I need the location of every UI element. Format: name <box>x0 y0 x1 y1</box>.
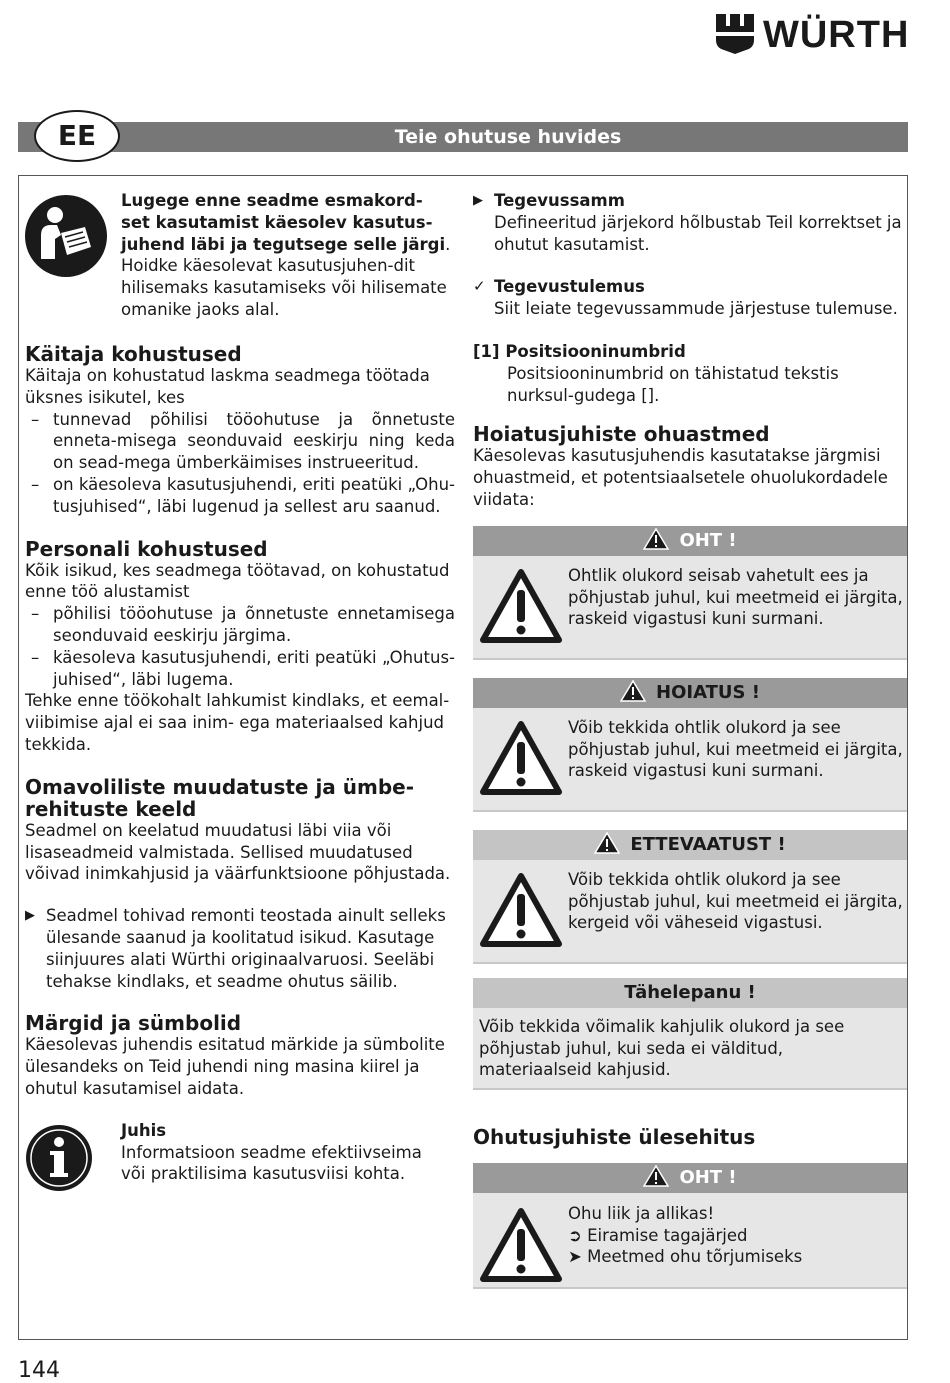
warning-triangle-icon <box>620 680 646 702</box>
triangle-bullet-icon: ▶ <box>473 193 483 208</box>
list-item: – käesoleva kasutusjuhendi, eriti peatüki „Ohutus-juhised“, läbi lugema. <box>31 647 455 689</box>
read-manual-icon <box>25 195 107 277</box>
left-column <box>25 190 455 1210</box>
caution-box <box>473 830 907 964</box>
symbols-heading: Märgid ja sümbolid <box>25 1011 242 1036</box>
list-item: – on käesoleva kasutusjuhendi, eriti peatüki „Ohu-tusjuhised“, läbi lugenud ja sellest aru saanud. <box>31 474 455 516</box>
right-column <box>473 190 907 1289</box>
warning-triangle-icon <box>594 832 620 854</box>
warning-triangle-icon <box>479 1207 563 1283</box>
step-legend: ▶ Tegevussamm Defineeritud järjekord hõlbustab Teil korrektset ja ohutut kasutamist. <box>473 191 902 254</box>
danger-box <box>473 526 907 660</box>
warning-box <box>473 678 907 812</box>
triangle-bullet-icon: ▶ <box>25 908 35 924</box>
structure-line-2: ➲ Eiramise tagajärjed <box>568 1225 748 1245</box>
modifications-text: Seadmel on keelatud muudatusi läbi viia või lisaseadmeid valmistada. Sellised muudatused võivad inimkahjusid ja väärfunktsioone põhjustada. <box>25 820 451 884</box>
notice-header: Tähelepanu ! <box>473 978 907 1008</box>
brand-name: WÜRTH <box>763 14 910 56</box>
language-badge: EE <box>34 110 120 162</box>
operator-heading: Käitaja kohustused <box>25 342 242 366</box>
structure-heading: Ohutusjuhiste ülesehitus <box>473 1124 756 1149</box>
arrowhead-icon: ➤ <box>568 1247 588 1267</box>
list-item: – põhilisi tööohutuse ja õnnetuste ennetamisega seonduvaid eeskirju järgima. <box>31 604 455 645</box>
levels-heading: Hoiatusjuhiste ohuastmed <box>473 422 770 447</box>
personnel-list <box>25 603 455 690</box>
structure-line-3: ➤ Meetmed ohu tõrjumiseks <box>568 1247 803 1267</box>
page-number: 144 <box>18 1358 60 1383</box>
modifications-note: ▶ Seadmel tohivad remonti teostada ainult selleks ülesande saanud ja koolitatud isikud. Kasutage siinjuures alati Würthi originaalvaruosi. Seeläbi tehakse kindlaks, et seadme ohutus säilib. <box>25 906 446 991</box>
hint-title: Juhis <box>121 1120 167 1140</box>
hint-block <box>25 1120 455 1210</box>
notice-text: Võib tekkida võimalik kahjulik olukord ja see põhjustab juhul, kui seda ei välditud, materiaalseid kahjusid. <box>479 1016 845 1080</box>
warning-header: HOIATUS ! <box>473 678 907 708</box>
danger-text: Ohtlik olukord seisab vahetult ees ja põhjustab juhul, kui meetmeid ei järgita, raskeid vigastusi kuni surmani. <box>568 565 903 629</box>
warning-triangle-icon <box>479 720 563 796</box>
levels-text: Käesolevas kasutusjuhendis kasutatakse järgmisi ohuastmeid, et potentsiaalsetele ohuolukordadele viidata: <box>473 446 888 509</box>
caution-text: Võib tekkida ohtlik olukord ja see põhjustab juhul, kui meetmeid ei järgita, kergeid või väheseid vigastusi. <box>568 869 903 933</box>
checkmark-icon: ✓ <box>473 277 486 296</box>
page-title: Teie ohutuse huvides <box>394 126 622 148</box>
arrow-right-icon: ➲ <box>568 1225 588 1245</box>
operator-text: Käitaja on kohustatud laskma seadmega töötada üksnes isikutel, kes <box>25 366 430 407</box>
personnel-heading: Personali kohustused <box>25 536 268 561</box>
structure-line-1: Ohu liik ja allikas! <box>568 1203 715 1223</box>
intro-bold-text: Lugege enne seadme esmakord-set kasutamist käesolev kasutus-juhend läbi ja tegutsege selle järgi <box>121 191 446 254</box>
wurth-logo <box>716 14 911 58</box>
personnel-after-text: Tehke enne töökohalt lahkumist kindlaks, et eemal-viibimise ajal ei saa inim- ega materiaalsed kahjud tekkida. <box>25 691 450 754</box>
warning-triangle-icon <box>479 568 563 644</box>
read-manual-block <box>25 190 455 330</box>
position-legend: [1] Positsiooninumbrid Positsiooninumbrid on tähistatud tekstis nurksul-gudega []. <box>473 341 839 405</box>
structure-header: OHT ! <box>473 1163 907 1193</box>
personnel-text: Kõik isikud, kes seadmega töötavad, on kohustatud enne töö alustamist <box>25 560 450 602</box>
header-bar <box>18 122 908 152</box>
info-icon <box>25 1124 93 1192</box>
symbols-text: Käesolevas juhendis esitatud märkide ja sümbolite ülesandeks on Teid juhendi ning masina kiirel ja ohutul kasutamisel aidata. <box>25 1035 445 1098</box>
wurth-logo-mark-icon <box>716 14 754 54</box>
notice-box <box>473 978 907 1090</box>
structure-box <box>473 1163 907 1289</box>
intro-text: . Hoidke käesolevat kasutusjuhen-dit hilisemaks kasutamiseks või hilisemate omanike jaoks alal. <box>121 234 451 319</box>
warning-triangle-icon <box>479 872 563 948</box>
result-legend: ✓ Tegevustulemus Siit leiate tegevussammude järjestuse tulemuse. <box>473 277 898 319</box>
caution-header: ETTEVAATUST ! <box>473 830 907 860</box>
warning-triangle-icon <box>643 528 669 550</box>
warning-triangle-icon <box>643 1165 669 1187</box>
hint-text: Informatsioon seadme efektiivseima või praktilisima kasutusviisi kohta. <box>121 1142 422 1184</box>
list-item: – tunnevad põhilisi tööohutuse ja õnnetuste enneta-misega seonduvaid eeskirju ning keda on sead-mega ümberkäimises instrueeritud. <box>31 409 455 473</box>
operator-list <box>25 409 455 518</box>
warning-text: Võib tekkida ohtlik olukord ja see põhjustab juhul, kui meetmeid ei järgita, raskeid vigastusi kuni surmani. <box>568 717 903 781</box>
danger-header: OHT ! <box>473 526 907 556</box>
modifications-heading: Omavoliliste muudatuste ja ümbe-rehituste keeld <box>25 774 415 821</box>
